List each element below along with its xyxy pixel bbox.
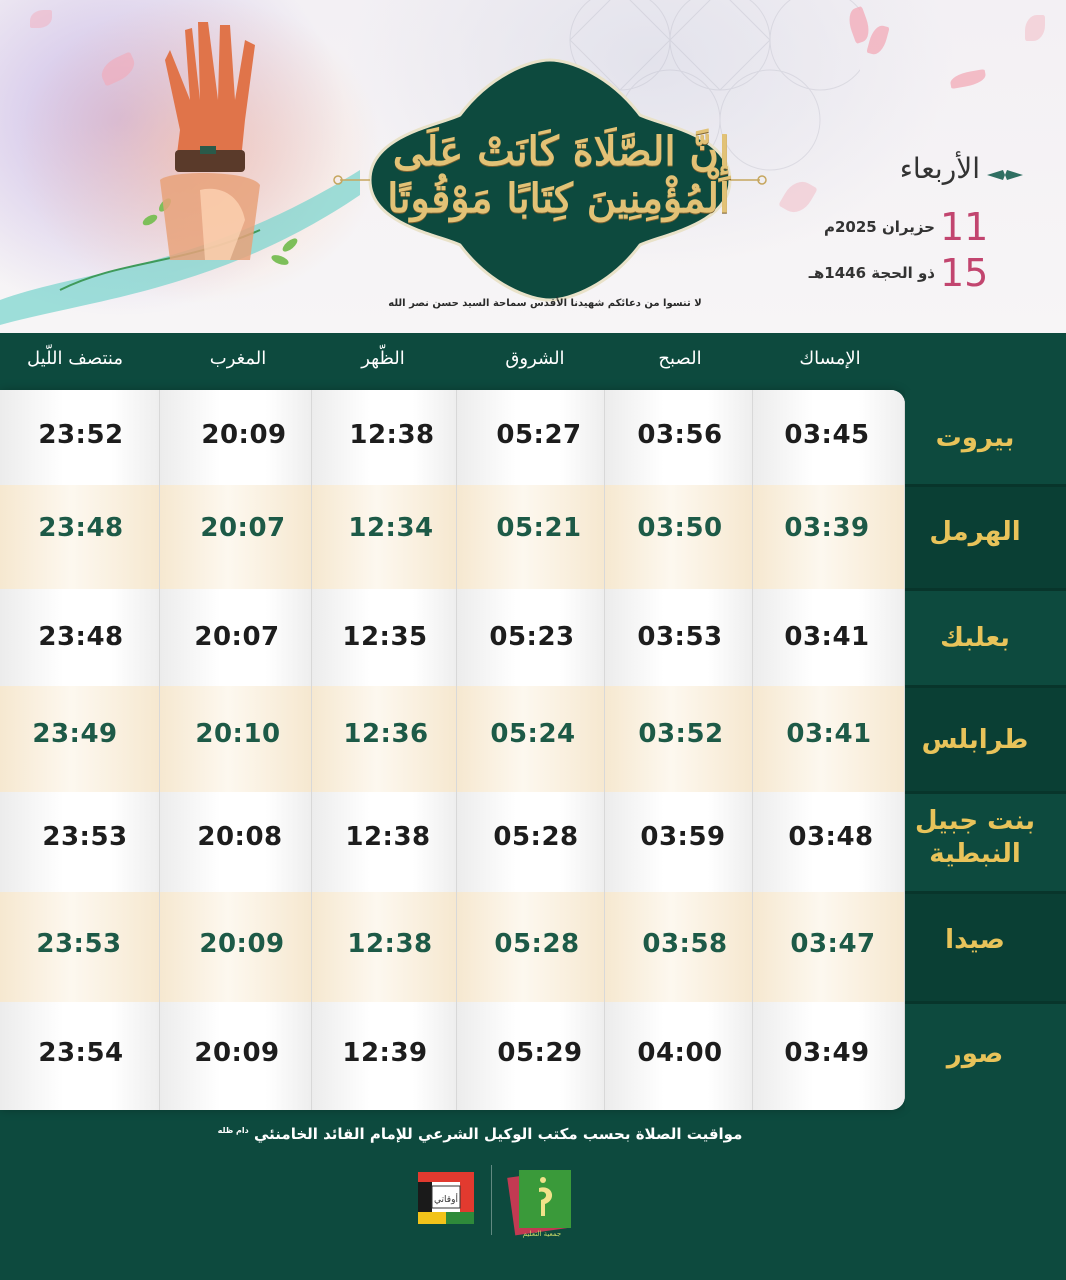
hijri-month-year: ذو الحجة 1446هـ: [808, 264, 935, 282]
time-fajr: 04:00: [637, 1038, 723, 1068]
time-fajr: 03:58: [642, 929, 728, 959]
petal-decoration: [866, 23, 889, 56]
city-name: بنت جبيل النبطية: [914, 806, 1036, 869]
time-midnight: 23:53: [42, 822, 128, 852]
petal-decoration: [30, 10, 52, 28]
time-midnight: 23:48: [38, 513, 124, 543]
table-row: [0, 792, 905, 892]
time-maghrib: 20:09: [194, 1038, 280, 1068]
column-header-maghrib: المغرب: [209, 348, 267, 369]
time-imsak: 03:49: [784, 1038, 870, 1068]
time-dhuhr: 12:34: [348, 513, 434, 543]
time-dhuhr: 12:38: [347, 929, 433, 959]
time-sunrise: 05:24: [490, 719, 576, 749]
column-header-sunrise: الشروق: [505, 348, 565, 369]
time-dhuhr: 12:38: [349, 420, 435, 450]
time-fajr: 03:59: [640, 822, 726, 852]
column-header-dhuhr: الظّهر: [361, 348, 405, 369]
hands-illustration: [130, 20, 290, 280]
time-midnight: 23:48: [38, 622, 124, 652]
time-midnight: 23:54: [38, 1038, 124, 1068]
education-association-logo-text: جمعية التعليم: [522, 1230, 562, 1238]
column-header-imsak: الإمساك: [799, 348, 861, 369]
awqati-logo-text: أوقاتي: [434, 1195, 458, 1205]
time-midnight: 23:49: [32, 719, 118, 749]
time-dhuhr: 12:35: [342, 622, 428, 652]
table-row: [0, 892, 905, 1002]
time-maghrib: 20:07: [194, 622, 280, 652]
time-sunrise: 05:28: [494, 929, 580, 959]
table-row: [0, 589, 905, 686]
time-midnight: 23:52: [38, 420, 124, 450]
time-dhuhr: 12:36: [343, 719, 429, 749]
city-name: صيدا: [945, 925, 1005, 955]
time-dhuhr: 12:38: [345, 822, 431, 852]
logo-divider: [491, 1165, 492, 1235]
awqati-logo: [418, 1172, 474, 1224]
time-maghrib: 20:08: [197, 822, 283, 852]
source-note-text: مواقيت الصلاة بحسب مكتب الوكيل الشرعي للإمام القائد الخامنئي: [253, 1125, 743, 1143]
petal-decoration: [949, 69, 987, 89]
table-row: [0, 1002, 905, 1110]
time-sunrise: 05:23: [489, 622, 575, 652]
time-imsak: 03:39: [784, 513, 870, 543]
time-maghrib: 20:07: [200, 513, 286, 543]
column-header-fajr: الصبح: [658, 348, 702, 369]
city-name: بعلبك: [940, 623, 1010, 653]
table-row: [0, 390, 905, 485]
prayer-times-table: [0, 390, 905, 1110]
source-note-suffix: دام ظله: [217, 1126, 249, 1135]
table-row: [0, 485, 905, 589]
time-dhuhr: 12:39: [342, 1038, 428, 1068]
petal-decoration: [1025, 15, 1045, 41]
time-maghrib: 20:10: [195, 719, 281, 749]
tagline: لا تنسوا من دعائكم شهيدنا الأقدس سماحة السيد حسن نصر الله: [388, 298, 702, 309]
city-name: بيروت: [935, 423, 1015, 453]
gregorian-month-year: حزيران 2025م: [823, 218, 935, 236]
time-fajr: 03:52: [638, 719, 724, 749]
source-note: [200, 1125, 760, 1143]
time-imsak: 03:48: [788, 822, 874, 852]
time-maghrib: 20:09: [201, 420, 287, 450]
time-fajr: 03:53: [637, 622, 723, 652]
city-name: صور: [946, 1039, 1004, 1069]
time-maghrib: 20:09: [199, 929, 285, 959]
time-fajr: 03:50: [637, 513, 723, 543]
time-imsak: 03:41: [786, 719, 872, 749]
city-name: طرابلس: [921, 725, 1029, 755]
day-name: الأربعاء: [899, 152, 980, 185]
time-sunrise: 05:27: [496, 420, 582, 450]
petal-decoration: [778, 176, 818, 218]
time-fajr: 03:56: [637, 420, 723, 450]
leaf-ornament-icon: [985, 160, 1025, 190]
city-name: الهرمل: [929, 517, 1021, 547]
time-sunrise: 05:21: [496, 513, 582, 543]
table-row: [0, 686, 905, 792]
time-sunrise: 05:29: [497, 1038, 583, 1068]
time-sunrise: 05:28: [493, 822, 579, 852]
time-midnight: 23:53: [36, 929, 122, 959]
time-imsak: 03:45: [784, 420, 870, 450]
hijri-day: 15: [940, 251, 989, 295]
time-imsak: 03:41: [784, 622, 870, 652]
header-banner: [0, 0, 1066, 335]
time-imsak: 03:47: [790, 929, 876, 959]
quran-verse-calligraphy: إِنَّ الصَّلَاةَ كَانَتْ عَلَى الْمُؤْمِنِينَ كِتَابًا مَوْقُوتًا: [387, 128, 730, 222]
column-header-midnight: منتصف اللّيل: [27, 348, 123, 369]
gregorian-day: 11: [940, 205, 989, 249]
